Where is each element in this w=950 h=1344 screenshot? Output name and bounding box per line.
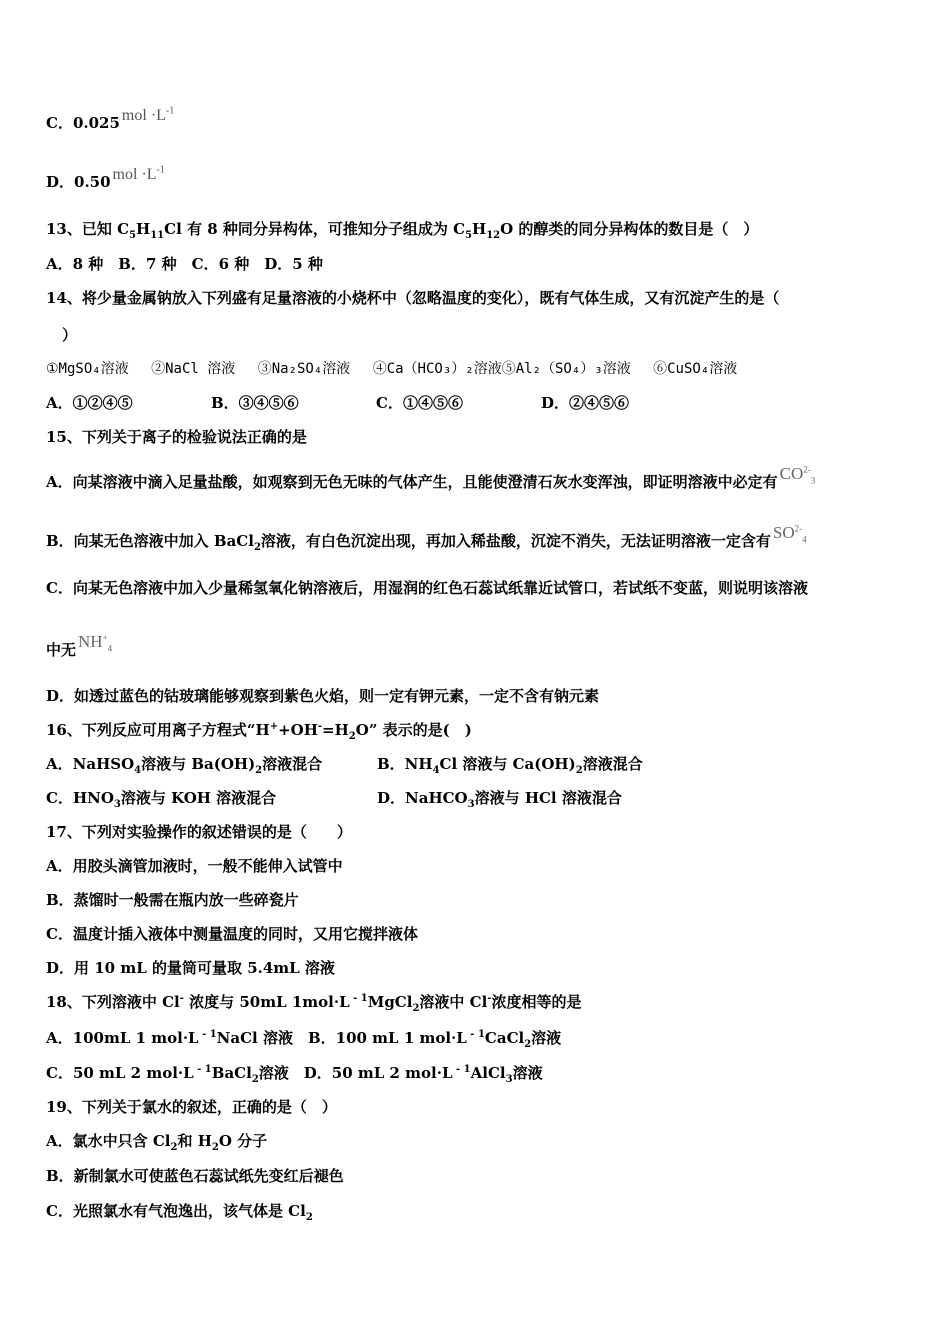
question-17-option-b: B．蒸馏时一般需在瓶内放一些碎瓷片 [46, 891, 299, 909]
question-18-options-cd: C．50 mL 2 mol·L $^{- 1}$BaCl$_2$溶液 D．50 mL 2 mol·L $^{- 1}$AlCl$_3$溶液 [46, 1064, 543, 1085]
option-d: D．②④⑤⑥ [541, 394, 630, 412]
question-15-option-b: B．向某无色溶液中加入 BaCl$_2$溶液，有白色沉淀出现，再加入稀盐酸，沉淀不消失，无法证明溶液一定含有 $SO^{2-}_4$ [46, 523, 807, 553]
carbonate-ion: $CO^{2-}_3$ [779, 464, 816, 486]
question-16-option-d: D．NaHCO$_3$溶液与 HCl 溶液混合 [377, 789, 622, 810]
option-a: A．①②④⑤ [46, 394, 133, 412]
question-16-option-b: B．$NH_4Cl$ 溶液与 $Ca(OH)_2$溶液混合 [377, 755, 643, 776]
ammonium-ion: $NH^+_4$ [78, 632, 113, 654]
question-16-option-a: A．NaHSO$_4$溶液与 $Ba(OH)_2$溶液混合 [46, 755, 323, 776]
question-15-option-c: C．向某无色溶液中加入少量稀氢氧化钠溶液后，用湿润的红色石蕊试纸靠近试管口，若试纸不变蓝，则说明该溶液 [46, 579, 808, 597]
option-c: C．①④⑤⑥ [376, 394, 463, 412]
option-label: C．0.025 [46, 114, 120, 132]
question-19-option-a: A．氯水中只含 $Cl_2$和 $H_2O$ 分子 [46, 1132, 268, 1153]
sulfate-ion: $SO^{2-}_4$ [772, 523, 807, 545]
option-label: D．0.50 [46, 173, 111, 191]
question-15-option-a: A．向某溶液中滴入足量盐酸，如观察到无色无味的气体产生，且能使澄清石灰水变浑浊，即证明溶液中必定有 $CO^{2-}_3$ [46, 464, 816, 491]
question-14-stem: 14、将少量金属钠放入下列盛有足量溶液的小烧杯中（忽略温度的变化），既有气体生成，又有沉淀产生的是（ [46, 289, 780, 307]
question-15-option-c-cont: 中无 $NH^+_4$ [46, 632, 113, 659]
option-c-0025 [46, 105, 175, 134]
question-14-items: ①MgSO₄溶液 ②NaCl 溶液 ③Na₂SO₄溶液 ④Ca（HCO₃）₂溶液⑤Al₂（SO₄）₃溶液 ⑥CuSO₄溶液 [46, 361, 738, 377]
question-19-option-c: C．光照氯水有气泡逸出，该气体是 $Cl_2$ [46, 1202, 313, 1223]
question-19-option-b: B．新制氯水可使蓝色石蕊试纸先变红后褪色 [46, 1167, 344, 1185]
option-b: B．③④⑤⑥ [211, 394, 299, 412]
question-13-options: A．8 种 B．7 种 C．6 种 D．5 种 [46, 255, 323, 273]
question-18-stem: 18、下列溶液中 Cl- 浓度与 50mL 1mol·L $^{- 1}$MgCl$_2$溶液中 Cl-浓度相等的是 [46, 993, 582, 1014]
question-16-option-c: C．$HNO_3$溶液与 KOH 溶液混合 [46, 789, 277, 810]
unit-mol-per-l: mol $\cdot L^{-1}$ [121, 105, 175, 124]
option-d-050 [46, 164, 165, 193]
question-18-options-ab: A．100mL 1 mol·L $^{- 1}$NaCl 溶液 B．100 mL 1 mol·L $^{- 1}$CaCl$_2$溶液 [46, 1029, 562, 1050]
question-17-option-d: D．用 10 mL 的量筒可量取 5.4mL 溶液 [46, 959, 335, 977]
question-16-stem: 16、下列反应可用离子方程式“$H^++OH^-=H_2O$” 表示的是( ) [46, 721, 472, 742]
question-13-stem: 13、已知 $C_5H_{11}Cl$ 有 8 种同分异构体，可推知分子组成为 $C_5H_{12}O$ 的醇类的同分异构体的数目是（ ） [46, 220, 759, 241]
question-17-option-a: A．用胶头滴管加液时，一般不能伸入试管中 [46, 857, 343, 875]
question-14-stem-cont: ） [62, 326, 78, 344]
question-15-stem: 15、下列关于离子的检验说法正确的是 [46, 428, 307, 446]
question-19-stem: 19、下列关于氯水的叙述，正确的是（ ） [46, 1098, 337, 1116]
question-15-option-d: D．如透过蓝色的钴玻璃能够观察到紫色火焰，则一定有钾元素，一定不含有钠元素 [46, 687, 600, 705]
question-17-stem: 17、下列对实验操作的叙述错误的是（ ） [46, 823, 352, 841]
unit-mol-per-l: mol $\cdot L^{-1}$ [112, 164, 165, 183]
question-17-option-c: C．温度计插入液体中测量温度的同时，又用它搅拌液体 [46, 925, 418, 943]
